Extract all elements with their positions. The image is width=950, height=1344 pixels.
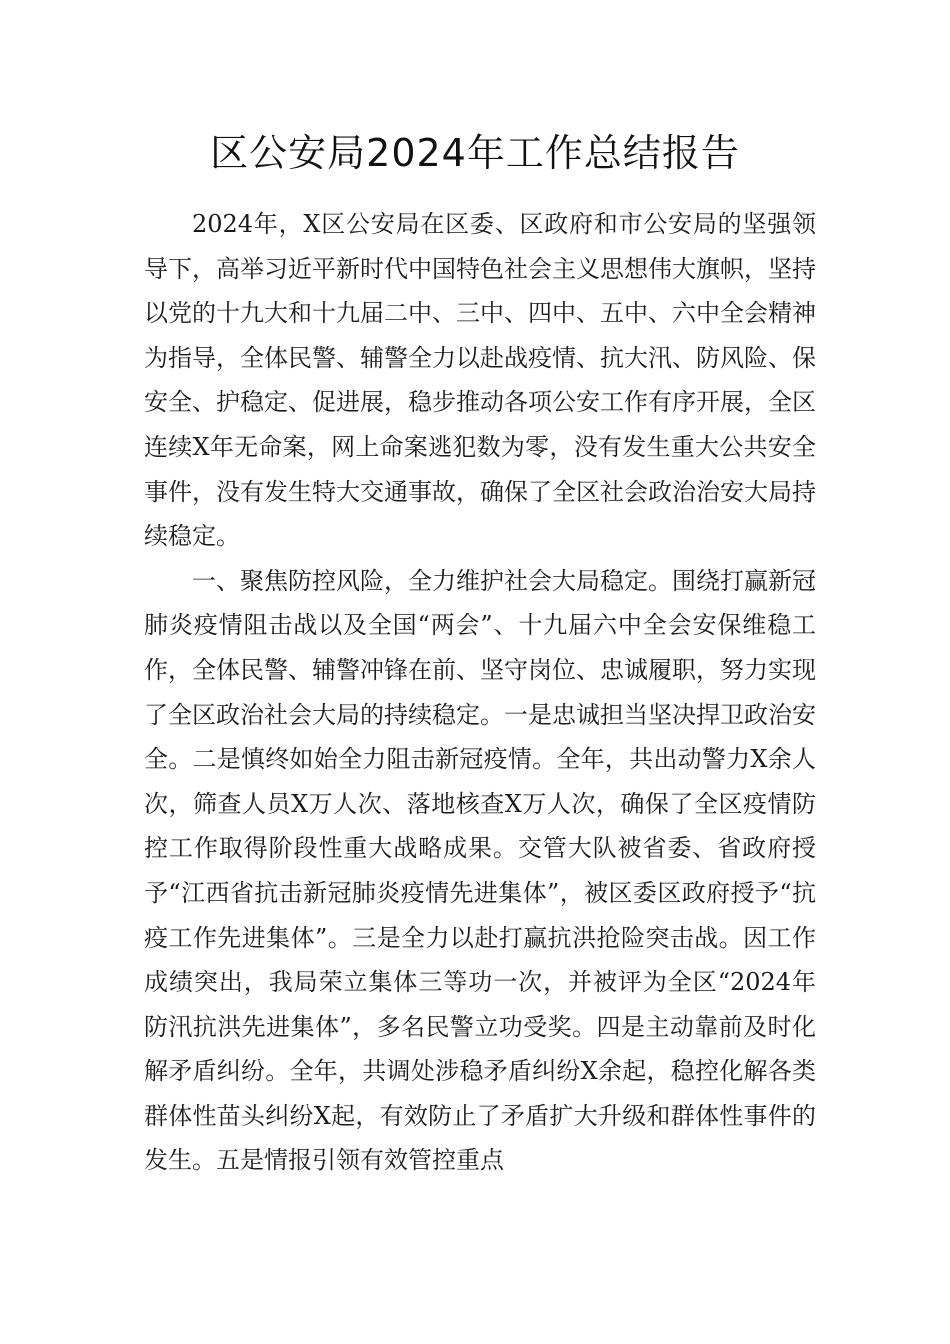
- document-title: 区公安局2024年工作总结报告: [210, 131, 740, 175]
- paragraph-section-1: 一、聚焦防控风险，全力维护社会大局稳定。围绕打赢新冠肺炎疫情阻击战以及全国“两会”、十九届六中全会安保维稳工作，全体民警、辅警冲锋在前、坚守岗位、忠诚履职，努力实现了全区政治社会大局的持续稳定。一是忠诚担当坚决捍卫政治安全。二是慎终如始全力阻击新冠疫情。全年，共出动警力X余人次，筛查人员X万人次、落地核查X万人次，确保了全区疫情防控工作取得阶段性重大战略成果。交管大队被省委、省政府授予“江西省抗击新冠肺炎疫情先进集体”，被区委区政府授予“抗疫工作先进集体”。三是全力以赴打赢抗洪抢险突击战。因工作成绩突出，我局荣立集体三等功一次，并被评为全区“2024年防汛抗洪先进集体”，多名民警立功受奖。四是主动靠前及时化解矛盾纠纷。全年，共调处涉稳矛盾纠纷X余起，稳控化解各类群体性苗头纠纷X起，有效防止了矛盾扩大升级和群体性事件的发生。五是情报引领有效管控重点: [144, 566, 816, 1175]
- paragraph-intro: 2024年，X区公安局在区委、区政府和市公安局的坚强领导下，高举习近平新时代中国特色社会主义思想伟大旗帜，坚持以党的十九大和十九届二中、三中、四中、五中、六中全会精神为指导，全体民警、辅警全力以赴战疫情、抗大汛、防风险、保安全、护稳定、促进展，稳步推动各项公安工作有序开展，全区连续X年无命案，网上命案逃犯数为零，没有发生重大公共安全事件，没有发生特大交通事故，确保了全区社会政治治安大局持续稳定。: [144, 210, 816, 551]
- document-body: [144, 202, 816, 1183]
